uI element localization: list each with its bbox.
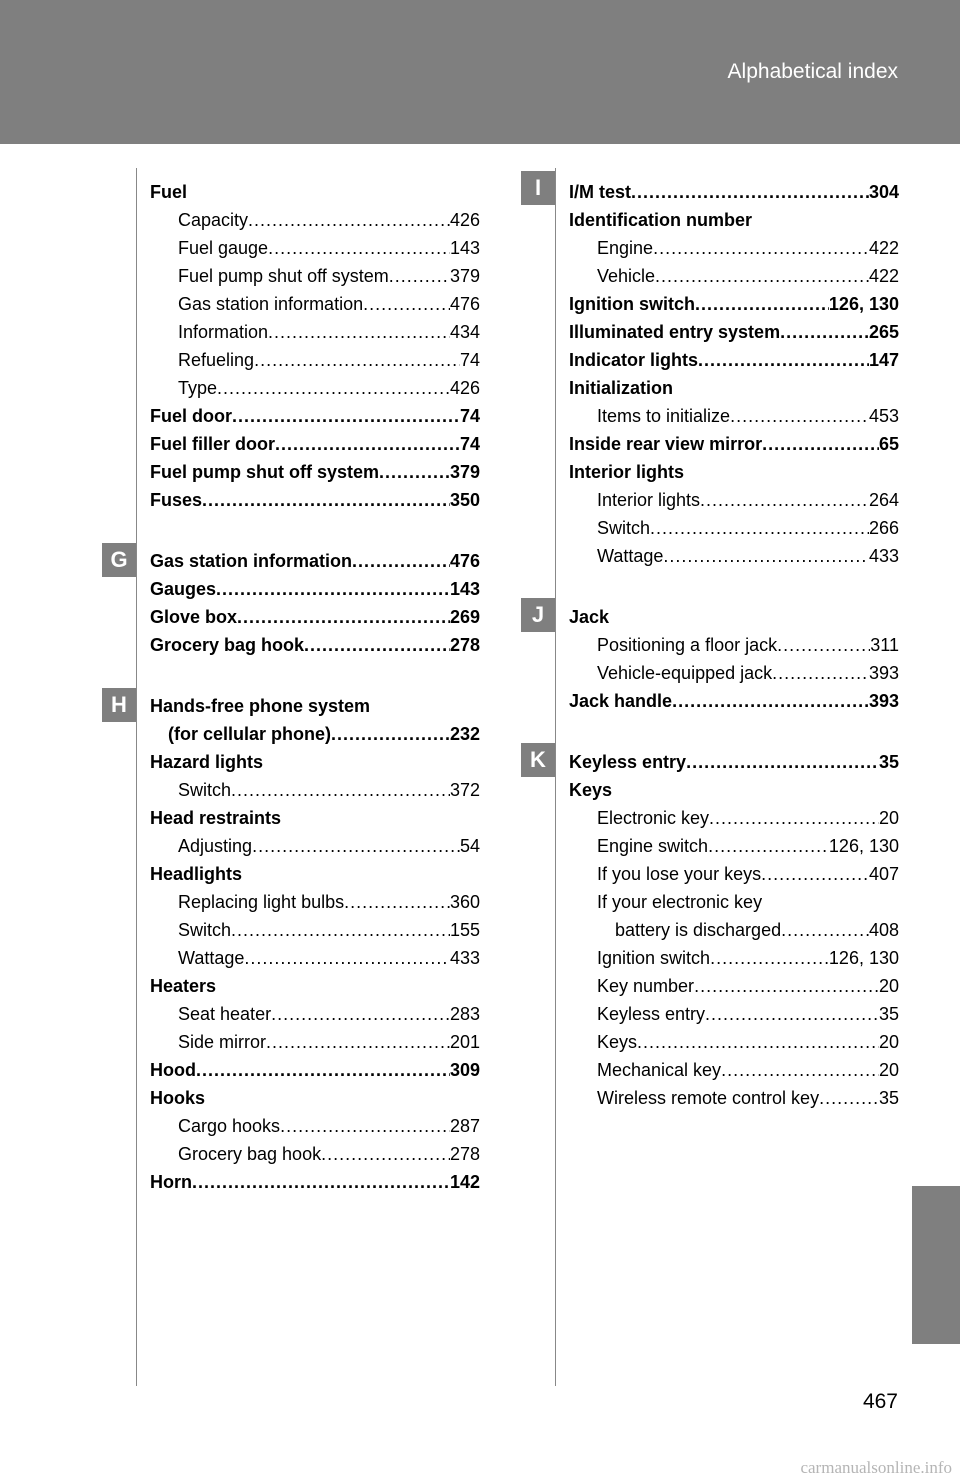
index-entry[interactable]: Hooks	[150, 1088, 206, 1108]
index-subentry[interactable]: Key number ..... 20	[597, 972, 899, 1000]
watermark: carmanualsonline.info	[800, 1458, 952, 1477]
index-entry[interactable]: Indicator lights ..... 147	[569, 346, 899, 374]
index-subentry[interactable]: Capacity ..... 426	[178, 206, 480, 234]
index-entry[interactable]: I/M test ..... 304	[569, 178, 899, 206]
index-entry[interactable]: Hazard lights	[150, 752, 264, 772]
index-entry-continued[interactable]: (for cellular phone) ..... 232	[168, 720, 480, 748]
index-subentry[interactable]: Mechanical key ..... 20	[597, 1056, 899, 1084]
left-column-rule	[136, 168, 137, 1386]
section-tab-g[interactable]: G	[102, 543, 136, 577]
index-entry[interactable]: Headlights	[150, 864, 243, 884]
index-subentry[interactable]: Refueling ..... 74	[178, 346, 480, 374]
section-tab-i[interactable]: I	[521, 171, 555, 205]
index-subentry-continued[interactable]: battery is discharged ..... 408	[615, 916, 899, 944]
index-entry[interactable]: Fuel filler door ..... 74	[150, 430, 480, 458]
index-subentry[interactable]: Fuel pump shut off system ..... 379	[178, 262, 480, 290]
page-header	[0, 0, 960, 144]
index-entry[interactable]: Fuel	[150, 182, 188, 202]
index-subentry[interactable]: Grocery bag hook ..... 278	[178, 1140, 480, 1168]
index-subentry[interactable]: Side mirror ..... 201	[178, 1028, 480, 1056]
index-entry[interactable]: Jack handle ..... 393	[569, 687, 899, 715]
index-entry[interactable]: Fuel door ..... 74	[150, 402, 480, 430]
index-entry[interactable]: Illuminated entry system ..... 265	[569, 318, 899, 346]
index-entry[interactable]: Keys	[569, 780, 613, 800]
index-entry[interactable]: Jack	[569, 607, 610, 627]
index-subentry[interactable]: If you lose your keys ..... 407	[597, 860, 899, 888]
index-entry[interactable]: Heaters	[150, 976, 217, 996]
index-entry[interactable]: Ignition switch ..... 126, 130	[569, 290, 899, 318]
index-subentry[interactable]: Switch ..... 372	[178, 776, 480, 804]
index-subentry[interactable]: Keyless entry ..... 35	[597, 1000, 899, 1028]
index-entry[interactable]: Gas station information ..... 476	[150, 547, 480, 575]
index-entry[interactable]: Keyless entry ..... 35	[569, 748, 899, 776]
right-column-rule	[555, 168, 556, 1386]
section-tab-k[interactable]: K	[521, 743, 555, 777]
index-subentry[interactable]: Engine switch ..... 126, 130	[597, 832, 899, 860]
index-entry[interactable]: Horn ..... 142	[150, 1168, 480, 1196]
index-entry[interactable]: Identification number	[569, 210, 753, 230]
index-subentry[interactable]: Engine ..... 422	[597, 234, 899, 262]
index-entry[interactable]: Hood ..... 309	[150, 1056, 480, 1084]
index-entry[interactable]: Interior lights	[569, 462, 685, 482]
index-subentry[interactable]: Electronic key ..... 20	[597, 804, 899, 832]
index-subentry[interactable]: Ignition switch ..... 126, 130	[597, 944, 899, 972]
section-tab-j[interactable]: J	[521, 598, 555, 632]
index-entry[interactable]: Inside rear view mirror ..... 65	[569, 430, 899, 458]
side-thumb-tab	[912, 1186, 960, 1344]
index-subentry[interactable]: Items to initialize ..... 453	[597, 402, 899, 430]
index-entry[interactable]: Head restraints	[150, 808, 282, 828]
section-tab-h[interactable]: H	[102, 688, 136, 722]
index-subentry[interactable]: Seat heater ..... 283	[178, 1000, 480, 1028]
header-title: Alphabetical index	[727, 60, 898, 83]
index-subentry[interactable]: Replacing light bulbs ..... 360	[178, 888, 480, 916]
index-subentry[interactable]: Cargo hooks ..... 287	[178, 1112, 480, 1140]
index-entry[interactable]: Grocery bag hook ..... 278	[150, 631, 480, 659]
index-subentry[interactable]: Interior lights ..... 264	[597, 486, 899, 514]
index-subentry[interactable]: Keys ..... 20	[597, 1028, 899, 1056]
index-subentry[interactable]: Switch ..... 266	[597, 514, 899, 542]
index-subentry[interactable]: Vehicle ..... 422	[597, 262, 899, 290]
index-entry[interactable]: Glove box ..... 269	[150, 603, 480, 631]
index-subentry[interactable]: Type ..... 426	[178, 374, 480, 402]
index-entry[interactable]: Fuel pump shut off system ..... 379	[150, 458, 480, 486]
index-entry[interactable]: Gauges ..... 143	[150, 575, 480, 603]
index-subentry[interactable]: Wireless remote control key ..... 35	[597, 1084, 899, 1112]
index-subentry[interactable]: Switch ..... 155	[178, 916, 480, 944]
index-entry[interactable]: Hands-free phone system	[150, 696, 371, 716]
index-entry[interactable]: Initialization	[569, 378, 674, 398]
index-subentry[interactable]: Wattage ..... 433	[178, 944, 480, 972]
index-entry[interactable]: Fuses ..... 350	[150, 486, 480, 514]
index-subentry[interactable]: Adjusting ..... 54	[178, 832, 480, 860]
index-subentry[interactable]: Vehicle-equipped jack ..... 393	[597, 659, 899, 687]
index-subentry[interactable]: Positioning a floor jack ..... 311	[597, 631, 899, 659]
index-subentry[interactable]: Wattage ..... 433	[597, 542, 899, 570]
index-subentry[interactable]: Fuel gauge ..... 143	[178, 234, 480, 262]
page-number: 467	[862, 1390, 898, 1413]
index-subentry[interactable]: If your electronic key	[597, 892, 763, 912]
index-subentry[interactable]: Gas station information ..... 476	[178, 290, 480, 318]
index-subentry[interactable]: Information ..... 434	[178, 318, 480, 346]
